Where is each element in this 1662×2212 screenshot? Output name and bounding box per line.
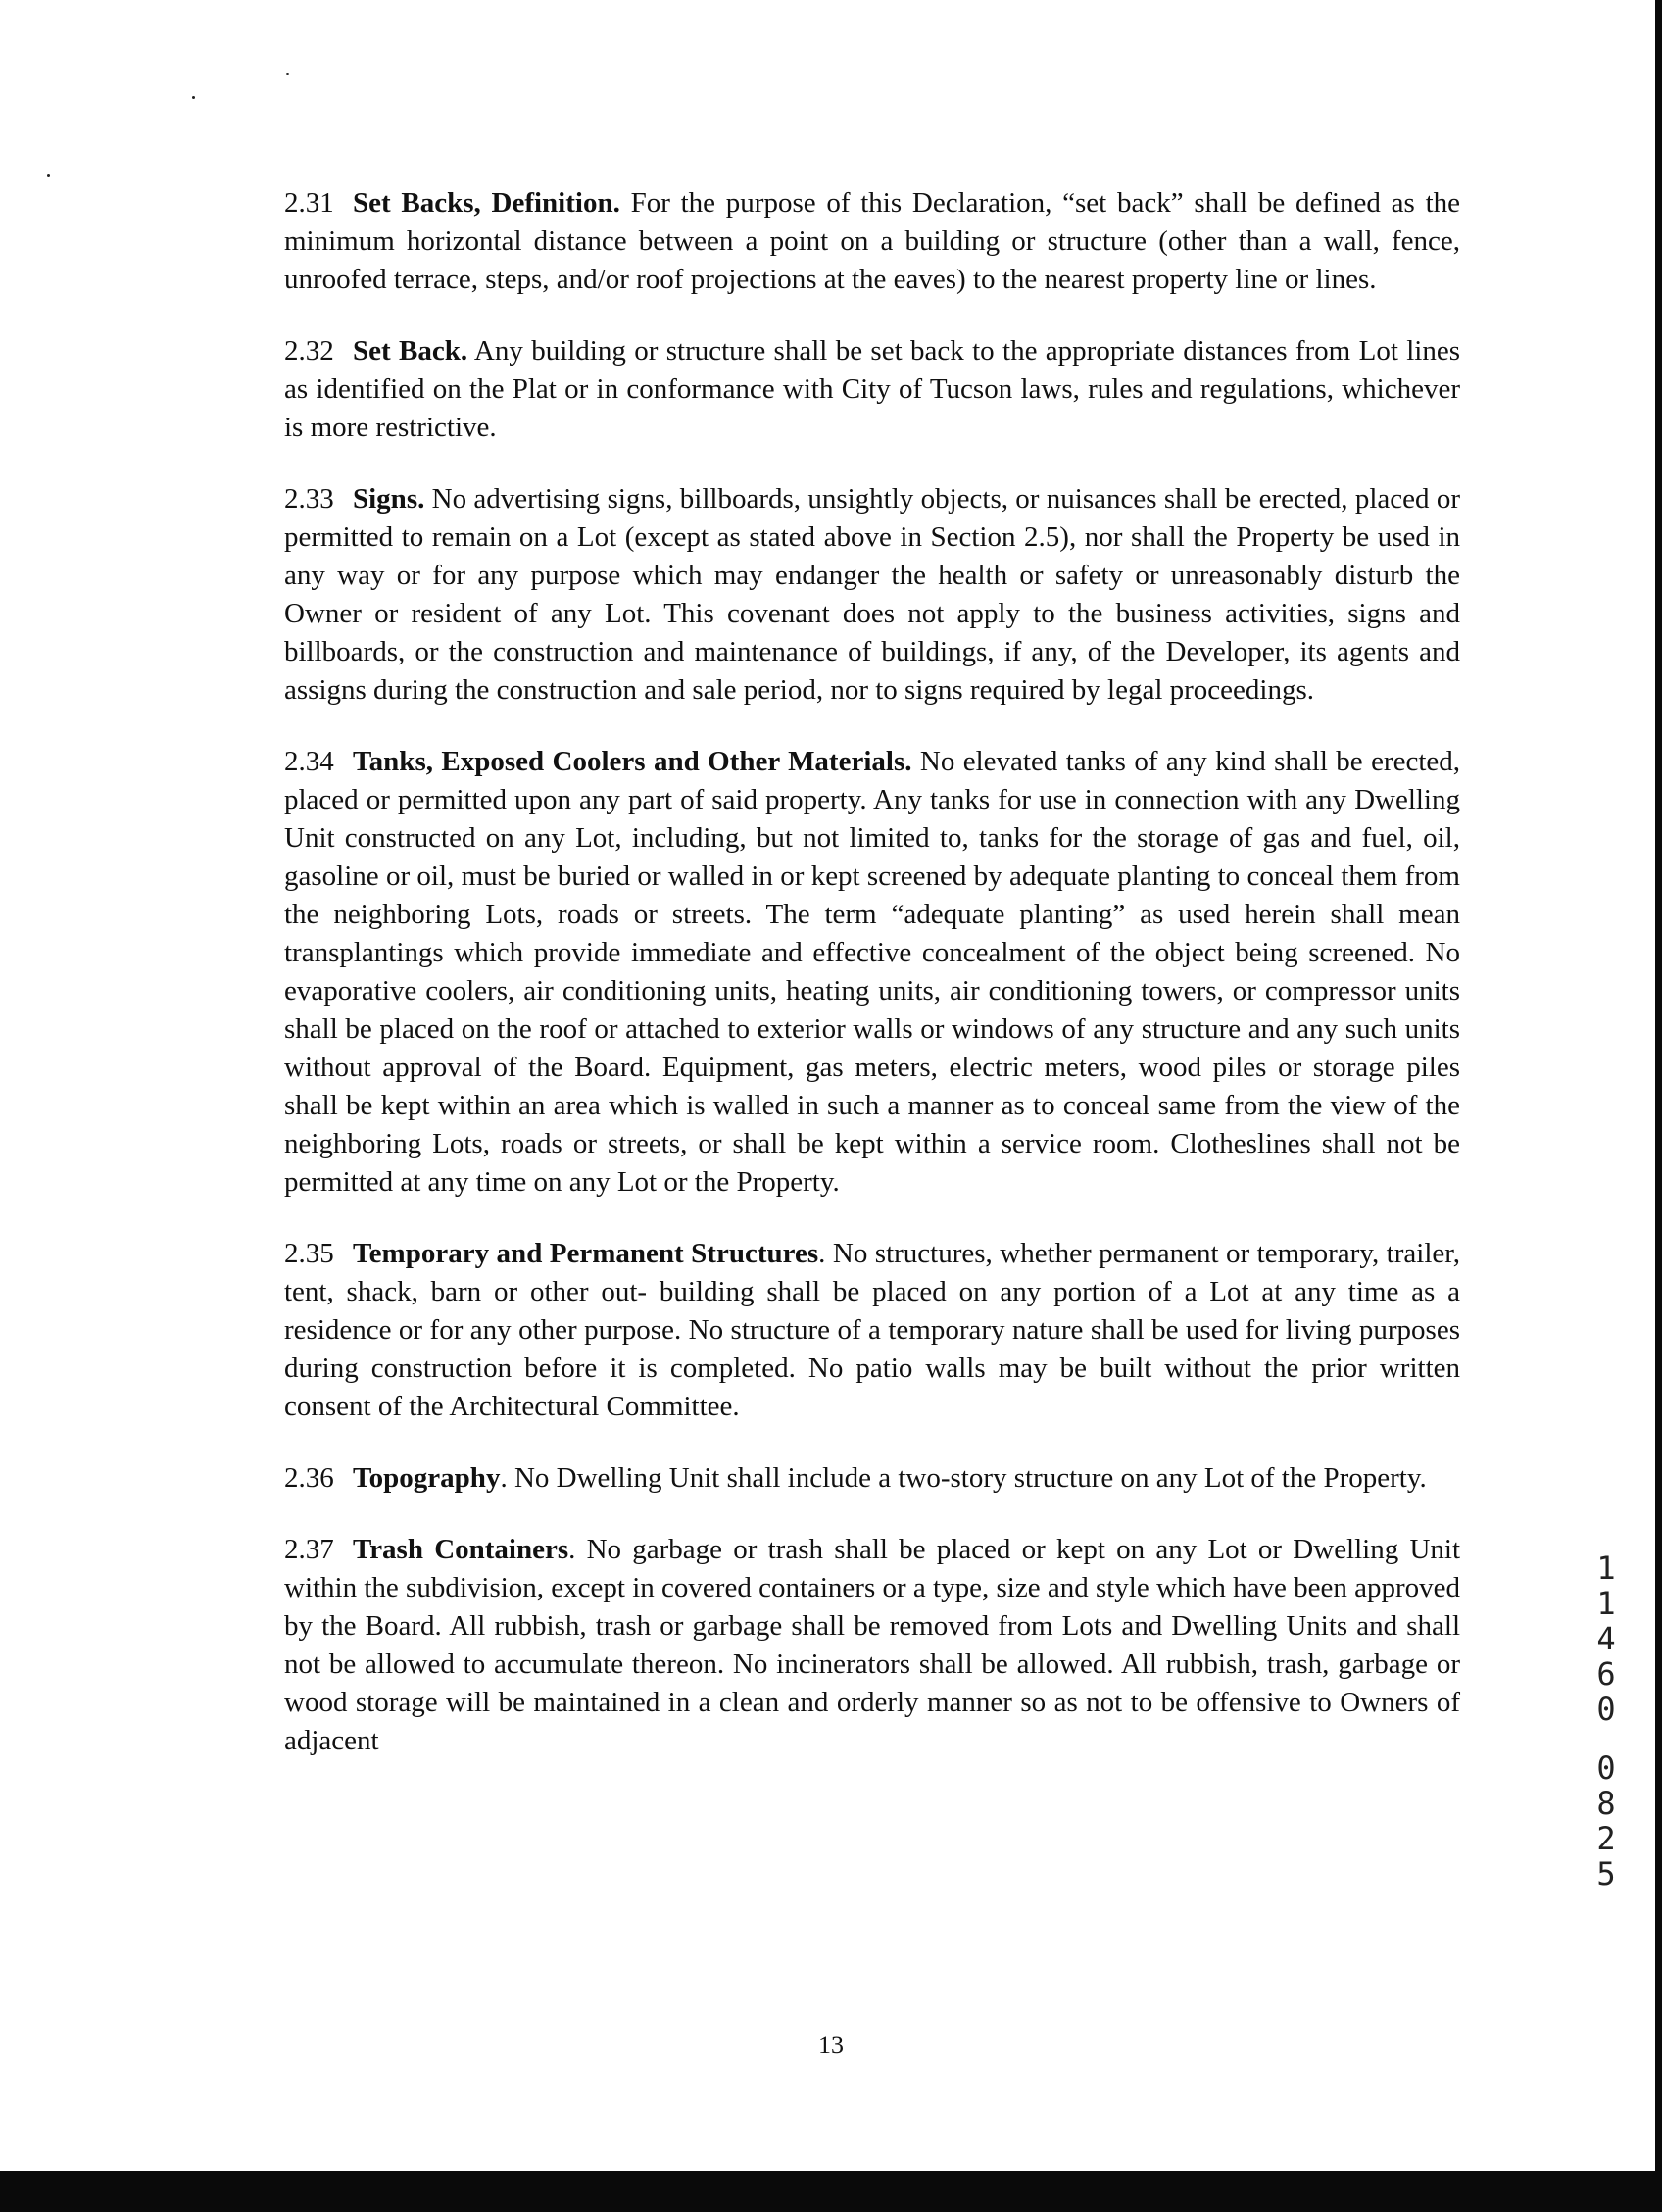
section-number: 2.32 xyxy=(284,335,334,367)
section-body: . No structures, whether permanent or temporary, trailer, tent, shack, barn or other out- building shall be placed on any portion of a Lot at any time as a residence or for any other purpose. No structure of a temporary nature shall be used for living purposes during construction before it is completed. No patio walls may be built without the prior written consent of the Architectural Committee. xyxy=(284,1238,1460,1422)
section-body: Any building or structure shall be set back to the appropriate distances from Lot lines as identified on the Plat or in conformance with City of Tucson laws, rules and regulations, whichever is more restrictive. xyxy=(284,335,1461,443)
scan-border-bottom xyxy=(0,2171,1662,2212)
section-number: 2.36 xyxy=(284,1462,334,1494)
recording-stamp-upper xyxy=(1589,1549,1623,1729)
section-heading: Tanks, Exposed Coolers and Other Materials. xyxy=(353,746,912,777)
stamp-digit: 5 xyxy=(1596,1855,1616,1892)
section-number: 2.31 xyxy=(284,187,334,219)
section-2-31 xyxy=(284,184,1460,299)
section-heading: Signs. xyxy=(353,483,425,515)
section-heading: Topography xyxy=(353,1462,501,1494)
document-body xyxy=(284,184,1460,1794)
scan-border-right xyxy=(1655,0,1662,2212)
section-body: . No Dwelling Unit shall include a two-story structure on any Lot of the Property. xyxy=(500,1462,1427,1494)
stamp-digit: 0 xyxy=(1596,1691,1616,1728)
section-2-33 xyxy=(284,480,1460,710)
stamp-digit: 4 xyxy=(1596,1620,1616,1657)
section-heading: Temporary and Permanent Structures xyxy=(353,1238,819,1269)
recording-stamp-lower xyxy=(1589,1749,1623,1893)
section-number: 2.35 xyxy=(284,1238,334,1269)
section-2-32 xyxy=(284,332,1460,447)
section-2-35 xyxy=(284,1235,1460,1426)
section-heading: Set Backs, Definition. xyxy=(353,187,620,219)
stamp-digit: 1 xyxy=(1596,1549,1616,1587)
section-number: 2.34 xyxy=(284,746,334,777)
section-number: 2.33 xyxy=(284,483,334,515)
section-2-37 xyxy=(284,1531,1460,1760)
scan-speck xyxy=(286,73,289,75)
section-number: 2.37 xyxy=(284,1534,334,1565)
section-body: No advertising signs, billboards, unsightly objects, or nuisances shall be erected, placed or permitted to remain on a Lot (except as stated above in Section 2.5), nor shall the Property be used in any way or for any purpose which may endanger the health or safety or unreasonably disturb the Owner or resident of any Lot. This covenant does not apply to the business activities, signs and billboards, or the construction and maintenance of buildings, if any, of the Developer, its agents and assigns during the construction and sale period, nor to signs required by legal proceedings. xyxy=(284,483,1460,706)
section-body: No elevated tanks of any kind shall be erected, placed or permitted upon any part of said property. Any tanks for use in connection with any Dwelling Unit constructed on any Lot, including, but not limited to, tanks for the storage of gas and fuel, oil, gasoline or oil, must be buried or walled in or kept screened by adequate planting to conceal them from the neighboring Lots, roads or streets. The term “adequate planting” as used herein shall mean transplantings which provide immediate and effective concealment of the object being screened. No evaporative coolers, air conditioning units, heating units, air conditioning towers, or compressor units shall be placed on the roof or attached to exterior walls or windows of any structure and any such units without approval of the Board. Equipment, gas meters, electric meters, wood piles or storage piles shall be kept within an area which is walled in such a manner as to conceal same from the view of the neighboring Lots, roads or streets, or shall be kept within a service room. Clotheslines shall not be permitted at any time on any Lot or the Property. xyxy=(284,746,1461,1198)
section-body: For the purpose of this Declaration, “set back” shall be defined as the minimum horizontal distance between a point on a building or structure (other than a wall, fence, unroofed terrace, steps, and/or roof projections at the eaves) to the nearest property line or lines. xyxy=(284,187,1461,295)
stamp-digit: 2 xyxy=(1596,1820,1616,1857)
section-2-34 xyxy=(284,743,1460,1202)
stamp-digit: 6 xyxy=(1596,1655,1616,1693)
scan-speck xyxy=(192,96,195,99)
scan-speck xyxy=(47,174,50,177)
stamp-digit: 1 xyxy=(1596,1585,1616,1622)
stamp-digit: 8 xyxy=(1596,1785,1616,1822)
section-heading: Trash Containers xyxy=(353,1534,569,1565)
stamp-digit: 0 xyxy=(1596,1749,1616,1787)
section-heading: Set Back. xyxy=(353,335,468,367)
section-body: . No garbage or trash shall be placed or kept on any Lot or Dwelling Unit within the subdivision, except in covered containers or a type, size and style which have been approved by the Board. All rubbish, trash or garbage shall be removed from Lots and Dwelling Units and shall not be allowed to accumulate thereon. No incinerators shall be allowed. All rubbish, trash, garbage or wood storage will be maintained in a clean and orderly manner so as not to be offensive to Owners of adjacent xyxy=(284,1534,1460,1756)
page-number: 13 xyxy=(818,2031,844,2059)
section-2-36 xyxy=(284,1459,1460,1498)
